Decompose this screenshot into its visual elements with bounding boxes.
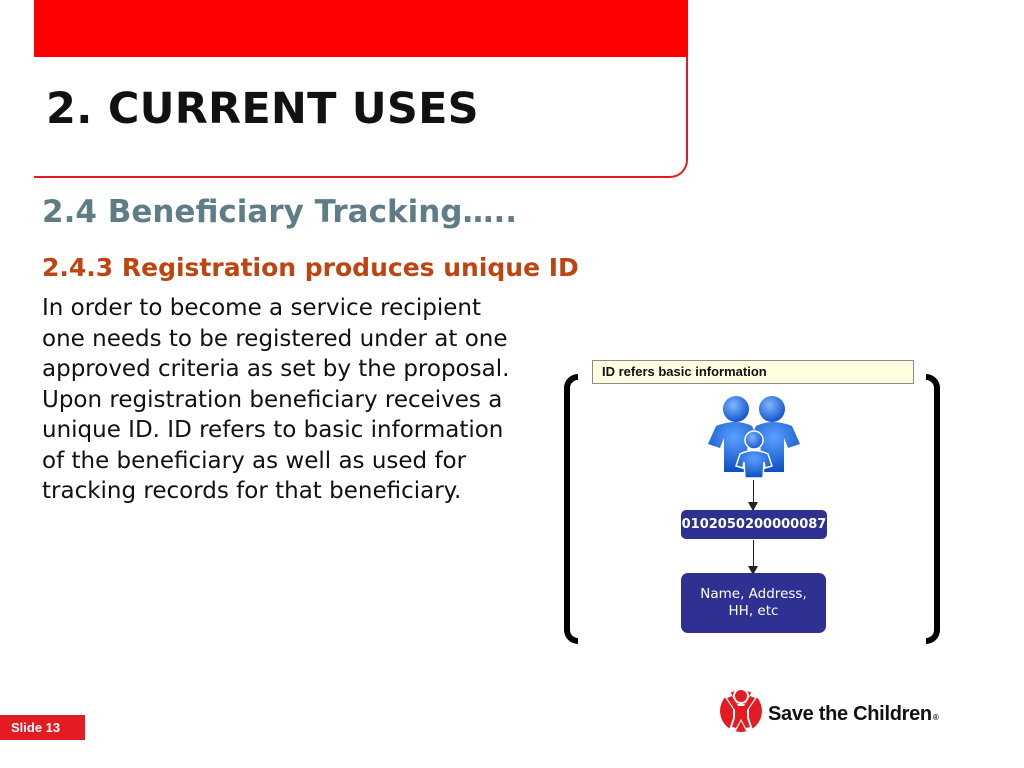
logo-name: Save the Children [768, 703, 932, 725]
paragraph-registration: In order to become a service recipient one needs to be registered under at one approved criteria as set by the proposal. [42, 295, 510, 382]
right-bracket [926, 374, 940, 644]
page-title: 2. CURRENT USES [46, 84, 479, 134]
arrow-to-id [753, 480, 754, 510]
slide-number-badge: Slide 13 [0, 715, 85, 740]
header-red-bar [34, 0, 688, 57]
logo-figure-icon [718, 684, 764, 734]
arrow-to-info [753, 540, 754, 574]
paragraph-unique-id: Upon registration beneficiary receives a unique ID. ID refers to basic information of the beneficiary as well as used for tracking records for that beneficiary. [42, 386, 504, 504]
subsection-heading: 2.4.3 Registration produces unique ID [42, 253, 579, 282]
body-text [42, 293, 512, 507]
basic-info-box [681, 573, 826, 633]
id-number-box: 0102050200000087 [681, 510, 827, 539]
basic-info-text: Name, Address, HH, etc [700, 586, 807, 619]
id-diagram [560, 356, 944, 652]
left-bracket [564, 374, 578, 644]
diagram-label: ID refers basic information [592, 360, 914, 384]
registered-mark: ® [932, 713, 939, 722]
section-heading: 2.4 Beneficiary Tracking….. [42, 194, 518, 230]
save-the-children-logo [718, 684, 968, 736]
family-icon [702, 394, 806, 478]
logo-text [768, 703, 938, 726]
